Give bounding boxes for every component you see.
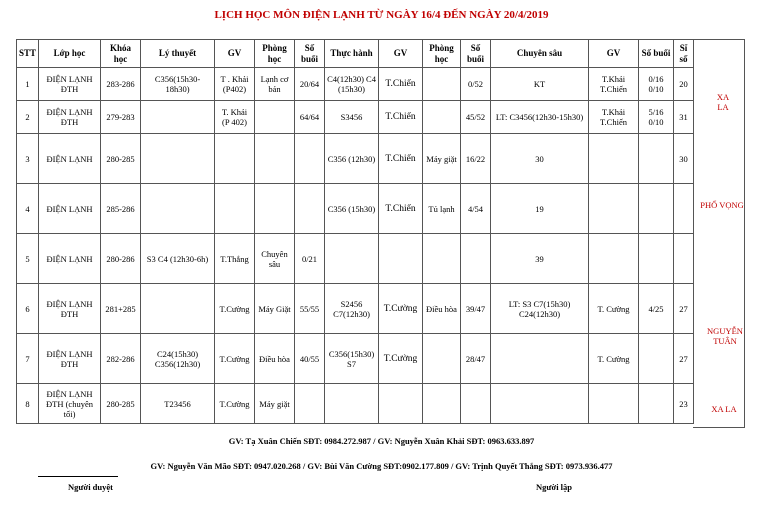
cell-sessions-2: 0/52 xyxy=(461,68,491,101)
col-header-room-2: Phòng học xyxy=(423,40,461,68)
cell-theory: T23456 xyxy=(141,384,215,424)
cell-stt: 3 xyxy=(17,134,39,184)
cell-teacher: T.Cường xyxy=(215,384,255,424)
cell-practice: S3456 xyxy=(325,101,379,134)
schedule-table xyxy=(16,39,694,424)
col-header-sessions-3: Số buổi xyxy=(639,40,674,68)
cell-advanced: 30 xyxy=(491,134,589,184)
cell-teacher-3: T. Cường xyxy=(589,334,639,384)
cell-room-2: Điều hòa xyxy=(423,284,461,334)
cell-class: ĐIỆN LẠNH ĐTH xyxy=(39,101,101,134)
table-row xyxy=(17,284,694,334)
col-header-room: Phòng học xyxy=(255,40,295,68)
cell-sessions: 55/55 xyxy=(295,284,325,334)
cell-room-2 xyxy=(423,384,461,424)
col-header-sessions-2: Số buổi xyxy=(461,40,491,68)
cell-teacher: T. Khải (P 402) xyxy=(215,101,255,134)
cell-room: Máy giặt xyxy=(255,384,295,424)
cell-sessions-2: 16/22 xyxy=(461,134,491,184)
cell-advanced: LT: S3 C7(15h30) C24(12h30) xyxy=(491,284,589,334)
cell-teacher-2: T.Cường xyxy=(379,334,423,384)
cell-advanced: 39 xyxy=(491,234,589,284)
cell-teacher-3 xyxy=(589,184,639,234)
cell-practice xyxy=(325,234,379,284)
cell-teacher-3 xyxy=(589,134,639,184)
cell-advanced: 19 xyxy=(491,184,589,234)
cell-course: 282-286 xyxy=(101,334,141,384)
cell-room: Chuyên sâu xyxy=(255,234,295,284)
col-header-teacher-3: GV xyxy=(589,40,639,68)
cell-teacher-3 xyxy=(589,384,639,424)
cell-course: 280-285 xyxy=(101,384,141,424)
location-column-border xyxy=(693,39,745,428)
col-header-practice: Thực hành xyxy=(325,40,379,68)
cell-practice: S2456 C7(12h30) xyxy=(325,284,379,334)
header-row xyxy=(17,40,694,68)
cell-teacher-2: T.Chiến xyxy=(379,184,423,234)
col-header-teacher-2: GV xyxy=(379,40,423,68)
cell-class: ĐIỆN LẠNH ĐTH xyxy=(39,68,101,101)
cell-practice xyxy=(325,384,379,424)
cell-teacher-2 xyxy=(379,234,423,284)
cell-advanced xyxy=(491,384,589,424)
cell-sessions: 20/64 xyxy=(295,68,325,101)
col-header-theory: Lý thuyết xyxy=(141,40,215,68)
col-header-class: Lớp học xyxy=(39,40,101,68)
cell-teacher: T.Thắng xyxy=(215,234,255,284)
table-row xyxy=(17,334,694,384)
cell-room: Điều hòa xyxy=(255,334,295,384)
cell-class-size xyxy=(674,234,694,284)
cell-advanced xyxy=(491,334,589,384)
cell-class-size: 30 xyxy=(674,134,694,184)
cell-stt: 5 xyxy=(17,234,39,284)
cell-course: 285-286 xyxy=(101,184,141,234)
cell-course: 281+285 xyxy=(101,284,141,334)
cell-class: ĐIỆN LẠNH xyxy=(39,134,101,184)
creator-label: Người lập xyxy=(536,482,573,492)
cell-class-size: 27 xyxy=(674,284,694,334)
cell-class: ĐIỆN LẠNH ĐTH (chuyên tối) xyxy=(39,384,101,424)
cell-theory xyxy=(141,101,215,134)
cell-teacher-2: T.Chiến xyxy=(379,68,423,101)
footer-contacts-1: GV: Tạ Xuân Chiến SĐT: 0984.272.987 / GV: Nguyễn Xuân Khải SĐT: 0963.633.897 xyxy=(228,436,535,446)
cell-class-size xyxy=(674,184,694,234)
cell-class: ĐIỆN LẠNH xyxy=(39,234,101,284)
cell-theory xyxy=(141,184,215,234)
cell-room xyxy=(255,134,295,184)
col-header-teacher: GV xyxy=(215,40,255,68)
cell-advanced: LT: C3456(12h30-15h30) xyxy=(491,101,589,134)
cell-teacher: T.Cường xyxy=(215,334,255,384)
cell-theory: C356(15h30-18h30) xyxy=(141,68,215,101)
cell-teacher-3: T.Khải T.Chiến xyxy=(589,101,639,134)
signature-line xyxy=(38,476,118,477)
cell-sessions: 0/21 xyxy=(295,234,325,284)
cell-teacher-2: T.Chiến xyxy=(379,101,423,134)
cell-stt: 4 xyxy=(17,184,39,234)
cell-stt: 7 xyxy=(17,334,39,384)
cell-practice: C356 (12h30) xyxy=(325,134,379,184)
cell-theory: S3 C4 (12h30-6h) xyxy=(141,234,215,284)
cell-room-2 xyxy=(423,334,461,384)
cell-sessions-3 xyxy=(639,234,674,284)
cell-sessions-3: 4/25 xyxy=(639,284,674,334)
cell-teacher: T . Khải (P402) xyxy=(215,68,255,101)
cell-course: 280-285 xyxy=(101,134,141,184)
cell-sessions xyxy=(295,384,325,424)
cell-course: 283-286 xyxy=(101,68,141,101)
table-row xyxy=(17,384,694,424)
footer-contacts-2: GV: Nguyễn Văn Mão SĐT: 0947.020.268 / GV: Bùi Văn Cường SĐT:0902.177.809 / GV: Trịnh Quyết Thắng SĐT: 0973.936.477 xyxy=(150,461,613,471)
cell-sessions-3: 5/16 0/10 xyxy=(639,101,674,134)
approver-label: Người duyệt xyxy=(68,482,113,492)
cell-teacher-3: T.Khải T.Chiến xyxy=(589,68,639,101)
cell-practice: C356 (15h30) xyxy=(325,184,379,234)
cell-teacher-2 xyxy=(379,384,423,424)
cell-sessions-2: 45/52 xyxy=(461,101,491,134)
cell-room: Máy Giặt xyxy=(255,284,295,334)
cell-stt: 8 xyxy=(17,384,39,424)
cell-sessions-3: 0/16 0/10 xyxy=(639,68,674,101)
cell-teacher-2: T.Chiến xyxy=(379,134,423,184)
table-row xyxy=(17,134,694,184)
table-row xyxy=(17,234,694,284)
location-xala-2: XA LA xyxy=(711,404,737,414)
cell-sessions: 40/55 xyxy=(295,334,325,384)
cell-teacher-3: T. Cường xyxy=(589,284,639,334)
cell-class-size: 27 xyxy=(674,334,694,384)
cell-teacher xyxy=(215,134,255,184)
cell-practice: C4(12h30) C4 (15h30) xyxy=(325,68,379,101)
cell-stt: 2 xyxy=(17,101,39,134)
cell-course: 280-286 xyxy=(101,234,141,284)
cell-sessions: 64/64 xyxy=(295,101,325,134)
col-header-advanced: Chuyên sâu xyxy=(491,40,589,68)
cell-stt: 1 xyxy=(17,68,39,101)
table-row xyxy=(17,68,694,101)
col-header-stt: STT xyxy=(17,40,39,68)
cell-theory xyxy=(141,284,215,334)
table-row xyxy=(17,101,694,134)
col-header-sessions: Số buổi xyxy=(295,40,325,68)
cell-room-2: Tủ lạnh xyxy=(423,184,461,234)
cell-sessions-2: 28/47 xyxy=(461,334,491,384)
page-title: LỊCH HỌC MÔN ĐIỆN LẠNH TỪ NGÀY 16/4 ĐẾN NGÀY 20/4/2019 xyxy=(214,9,549,21)
cell-course: 279-283 xyxy=(101,101,141,134)
cell-sessions-3 xyxy=(639,384,674,424)
cell-sessions-3 xyxy=(639,134,674,184)
cell-sessions-2 xyxy=(461,384,491,424)
cell-theory: C24(15h30) C356(12h30) xyxy=(141,334,215,384)
cell-sessions-2 xyxy=(461,234,491,284)
cell-sessions-2: 4/54 xyxy=(461,184,491,234)
cell-sessions-3 xyxy=(639,184,674,234)
location-pho-vong: PHỐ VỌNG xyxy=(700,200,744,210)
cell-class-size: 31 xyxy=(674,101,694,134)
col-header-course: Khóa học xyxy=(101,40,141,68)
cell-advanced: KT xyxy=(491,68,589,101)
cell-room-2 xyxy=(423,234,461,284)
cell-room: Lạnh cơ bản xyxy=(255,68,295,101)
cell-sessions-3 xyxy=(639,334,674,384)
cell-class-size: 20 xyxy=(674,68,694,101)
location-nguyen-tuan: NGUYỄN TUÂN xyxy=(707,326,743,346)
cell-teacher-3 xyxy=(589,234,639,284)
cell-class: ĐIỆN LẠNH xyxy=(39,184,101,234)
cell-room xyxy=(255,184,295,234)
cell-stt: 6 xyxy=(17,284,39,334)
cell-class: ĐIỆN LẠNH ĐTH xyxy=(39,334,101,384)
cell-theory xyxy=(141,134,215,184)
cell-practice: C356(15h30) S7 xyxy=(325,334,379,384)
cell-room-2: Máy giặt xyxy=(423,134,461,184)
cell-class-size: 23 xyxy=(674,384,694,424)
cell-teacher-2: T.Cường xyxy=(379,284,423,334)
cell-sessions xyxy=(295,184,325,234)
cell-class: ĐIỆN LẠNH ĐTH xyxy=(39,284,101,334)
cell-room-2 xyxy=(423,101,461,134)
cell-teacher: T.Cường xyxy=(215,284,255,334)
col-header-class-size: Sĩ số xyxy=(674,40,694,68)
cell-sessions xyxy=(295,134,325,184)
cell-sessions-2: 39/47 xyxy=(461,284,491,334)
table-row xyxy=(17,184,694,234)
cell-teacher xyxy=(215,184,255,234)
location-xala: XA LA xyxy=(716,92,730,112)
cell-room-2 xyxy=(423,68,461,101)
cell-room xyxy=(255,101,295,134)
